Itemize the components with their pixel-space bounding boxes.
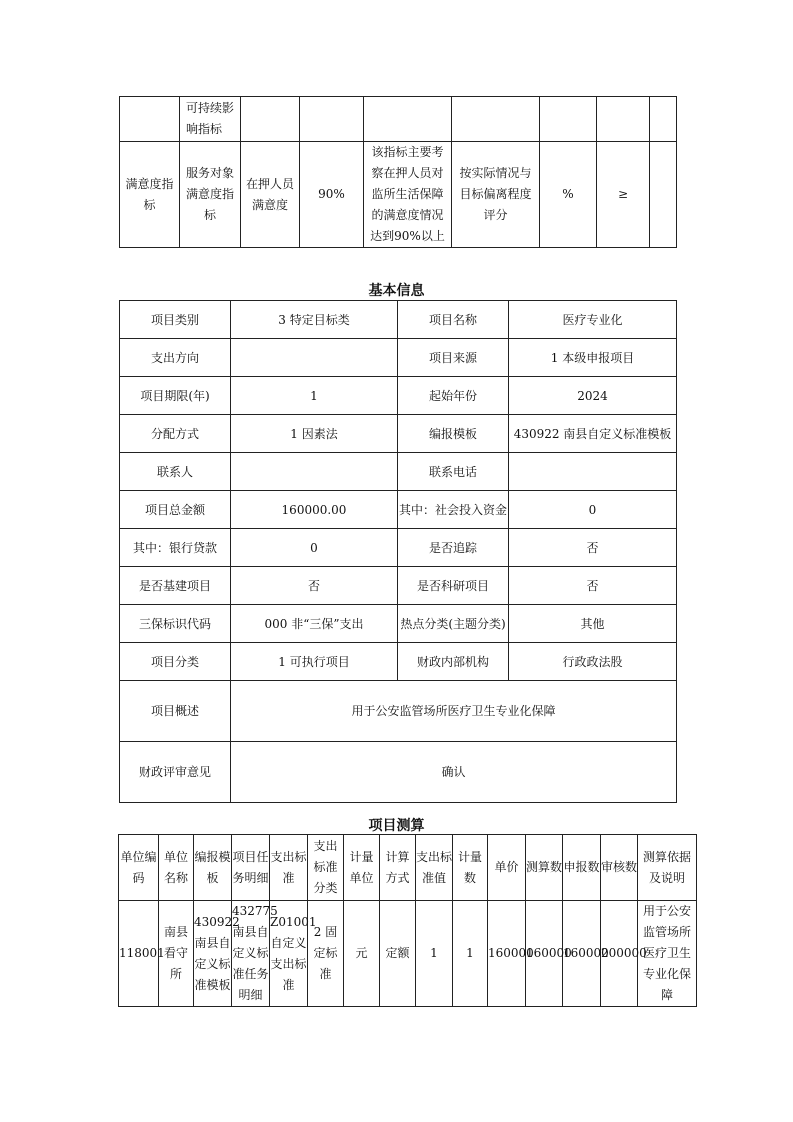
basic-info-label-right: 项目来源	[398, 339, 509, 377]
calc-header-cell: 编报模板	[194, 835, 232, 901]
calc-header-cell: 测算数	[526, 835, 563, 901]
cell-unit: %	[540, 142, 597, 248]
calc-header-row	[119, 835, 697, 901]
basic-info-row	[120, 643, 677, 681]
review-label: 财政评审意见	[120, 742, 231, 803]
basic-info-label-right: 是否科研项目	[398, 567, 509, 605]
basic-info-value-right	[509, 453, 677, 491]
basic-info-value-right: 430922 南县自定义标准模板	[509, 415, 677, 453]
calc-header-cell: 计量单位	[344, 835, 380, 901]
basic-info-label-left: 分配方式	[120, 415, 231, 453]
calc-data-cell: 定额	[380, 901, 416, 1007]
calc-header-cell: 支出标准值	[416, 835, 453, 901]
basic-info-label-right: 是否追踪	[398, 529, 509, 567]
calc-data-cell: 1	[416, 901, 453, 1007]
basic-info-row	[120, 339, 677, 377]
calc-data-cell: 1	[453, 901, 488, 1007]
calc-data-row	[119, 901, 697, 1007]
basic-info-label-left: 联系人	[120, 453, 231, 491]
basic-info-value-left: 1 因素法	[231, 415, 398, 453]
basic-info-value-right: 行政政法股	[509, 643, 677, 681]
cell	[300, 97, 364, 142]
basic-info-value-right: 0	[509, 491, 677, 529]
basic-info-row	[120, 415, 677, 453]
basic-info-value-right: 1 本级申报项目	[509, 339, 677, 377]
basic-info-label-right: 财政内部机构	[398, 643, 509, 681]
basic-info-label-right: 热点分类(主题分类)	[398, 605, 509, 643]
calc-data-cell: 160000	[526, 901, 563, 1007]
basic-info-value-left: 1	[231, 377, 398, 415]
performance-indicator-table	[119, 96, 677, 248]
calc-header-cell: 单价	[488, 835, 526, 901]
cell	[452, 97, 540, 142]
basic-info-label-left: 支出方向	[120, 339, 231, 377]
calc-header-cell: 单位名称	[159, 835, 194, 901]
basic-info-value-left	[231, 453, 398, 491]
basic-info-title: 基本信息	[368, 283, 425, 299]
calc-header-cell: 支出标准	[270, 835, 308, 901]
basic-info-label-left: 项目分类	[120, 643, 231, 681]
cell-indicator-description: 该指标主要考察在押人员对监所生活保障的满意度情况达到90%以上	[364, 142, 452, 248]
basic-info-label-left: 项目类别	[120, 301, 231, 339]
basic-info-label-left: 项目期限(年)	[120, 377, 231, 415]
basic-info-table	[119, 300, 677, 803]
calc-header-cell: 计量数	[453, 835, 488, 901]
calc-header-cell: 单位编码	[119, 835, 159, 901]
basic-info-value-right: 医疗专业化	[509, 301, 677, 339]
basic-info-row	[120, 377, 677, 415]
cell	[241, 97, 300, 142]
basic-info-label-right: 编报模板	[398, 415, 509, 453]
calc-header-cell: 项目任务明细	[232, 835, 270, 901]
calc-data-cell: 南县看守所	[159, 901, 194, 1007]
basic-info-label-left: 项目总金额	[120, 491, 231, 529]
basic-info-label-left: 三保标识代码	[120, 605, 231, 643]
cell	[650, 142, 677, 248]
calc-table	[118, 834, 697, 1007]
calc-data-cell: Z01001自定义支出标准	[270, 901, 308, 1007]
calc-data-cell: 432775南县自定义标准任务明细	[232, 901, 270, 1007]
review-row	[120, 742, 677, 803]
basic-info-value-left: 1 可执行项目	[231, 643, 398, 681]
calc-data-cell: 430922南县自定义标准模板	[194, 901, 232, 1007]
basic-info-row	[120, 301, 677, 339]
cell-target-value: 90%	[300, 142, 364, 248]
basic-info-value-left: 3 特定目标类	[231, 301, 398, 339]
basic-info-value-right: 2024	[509, 377, 677, 415]
calc-data-cell: 118001	[119, 901, 159, 1007]
cell	[120, 97, 180, 142]
basic-info-value-right: 其他	[509, 605, 677, 643]
calc-data-cell: 160000	[488, 901, 526, 1007]
calc-data-cell: 160000	[563, 901, 601, 1007]
cell	[650, 97, 677, 142]
cell-second-level: 服务对象满意度指标	[180, 142, 241, 248]
overview-row	[120, 681, 677, 742]
calc-header-cell: 审核数	[601, 835, 638, 901]
calc-data-cell: 200000	[601, 901, 638, 1007]
basic-info-row	[120, 567, 677, 605]
calc-header-cell: 支出标准分类	[308, 835, 344, 901]
indicator-row-sustainable	[120, 97, 677, 142]
basic-info-row	[120, 605, 677, 643]
basic-info-label-right: 项目名称	[398, 301, 509, 339]
cell-first-level: 满意度指标	[120, 142, 180, 248]
indicator-row-satisfaction	[120, 142, 677, 248]
cell-sustainable-impact: 可持续影响指标	[180, 97, 241, 142]
basic-info-value-left	[231, 339, 398, 377]
basic-info-label-left: 其中：银行贷款	[120, 529, 231, 567]
review-value: 确认	[231, 742, 677, 803]
calc-header-cell: 测算依据及说明	[638, 835, 697, 901]
cell-indicator-name: 在押人员满意度	[241, 142, 300, 248]
basic-info-label-right: 起始年份	[398, 377, 509, 415]
calc-header-cell: 申报数	[563, 835, 601, 901]
calc-title: 项目测算	[368, 818, 425, 834]
calc-data-cell: 元	[344, 901, 380, 1007]
basic-info-label-right: 其中：社会投入资金	[398, 491, 509, 529]
basic-info-value-left: 160000.00	[231, 491, 398, 529]
basic-info-value-left: 0	[231, 529, 398, 567]
overview-label: 项目概述	[120, 681, 231, 742]
basic-info-value-left: 000 非“三保”支出	[231, 605, 398, 643]
basic-info-row	[120, 529, 677, 567]
cell-scoring-method: 按实际情况与目标偏离程度评分	[452, 142, 540, 248]
basic-info-row	[120, 491, 677, 529]
basic-info-label-left: 是否基建项目	[120, 567, 231, 605]
calc-data-cell: 用于公安监管场所医疗卫生专业化保障	[638, 901, 697, 1007]
cell	[364, 97, 452, 142]
basic-info-label-right: 联系电话	[398, 453, 509, 491]
overview-value: 用于公安监管场所医疗卫生专业化保障	[231, 681, 677, 742]
cell	[597, 97, 650, 142]
cell-operator: ≥	[597, 142, 650, 248]
basic-info-value-left: 否	[231, 567, 398, 605]
basic-info-value-right: 否	[509, 529, 677, 567]
calc-header-cell: 计算方式	[380, 835, 416, 901]
calc-data-cell: 2 固定标准	[308, 901, 344, 1007]
basic-info-row	[120, 453, 677, 491]
basic-info-value-right: 否	[509, 567, 677, 605]
cell	[540, 97, 597, 142]
